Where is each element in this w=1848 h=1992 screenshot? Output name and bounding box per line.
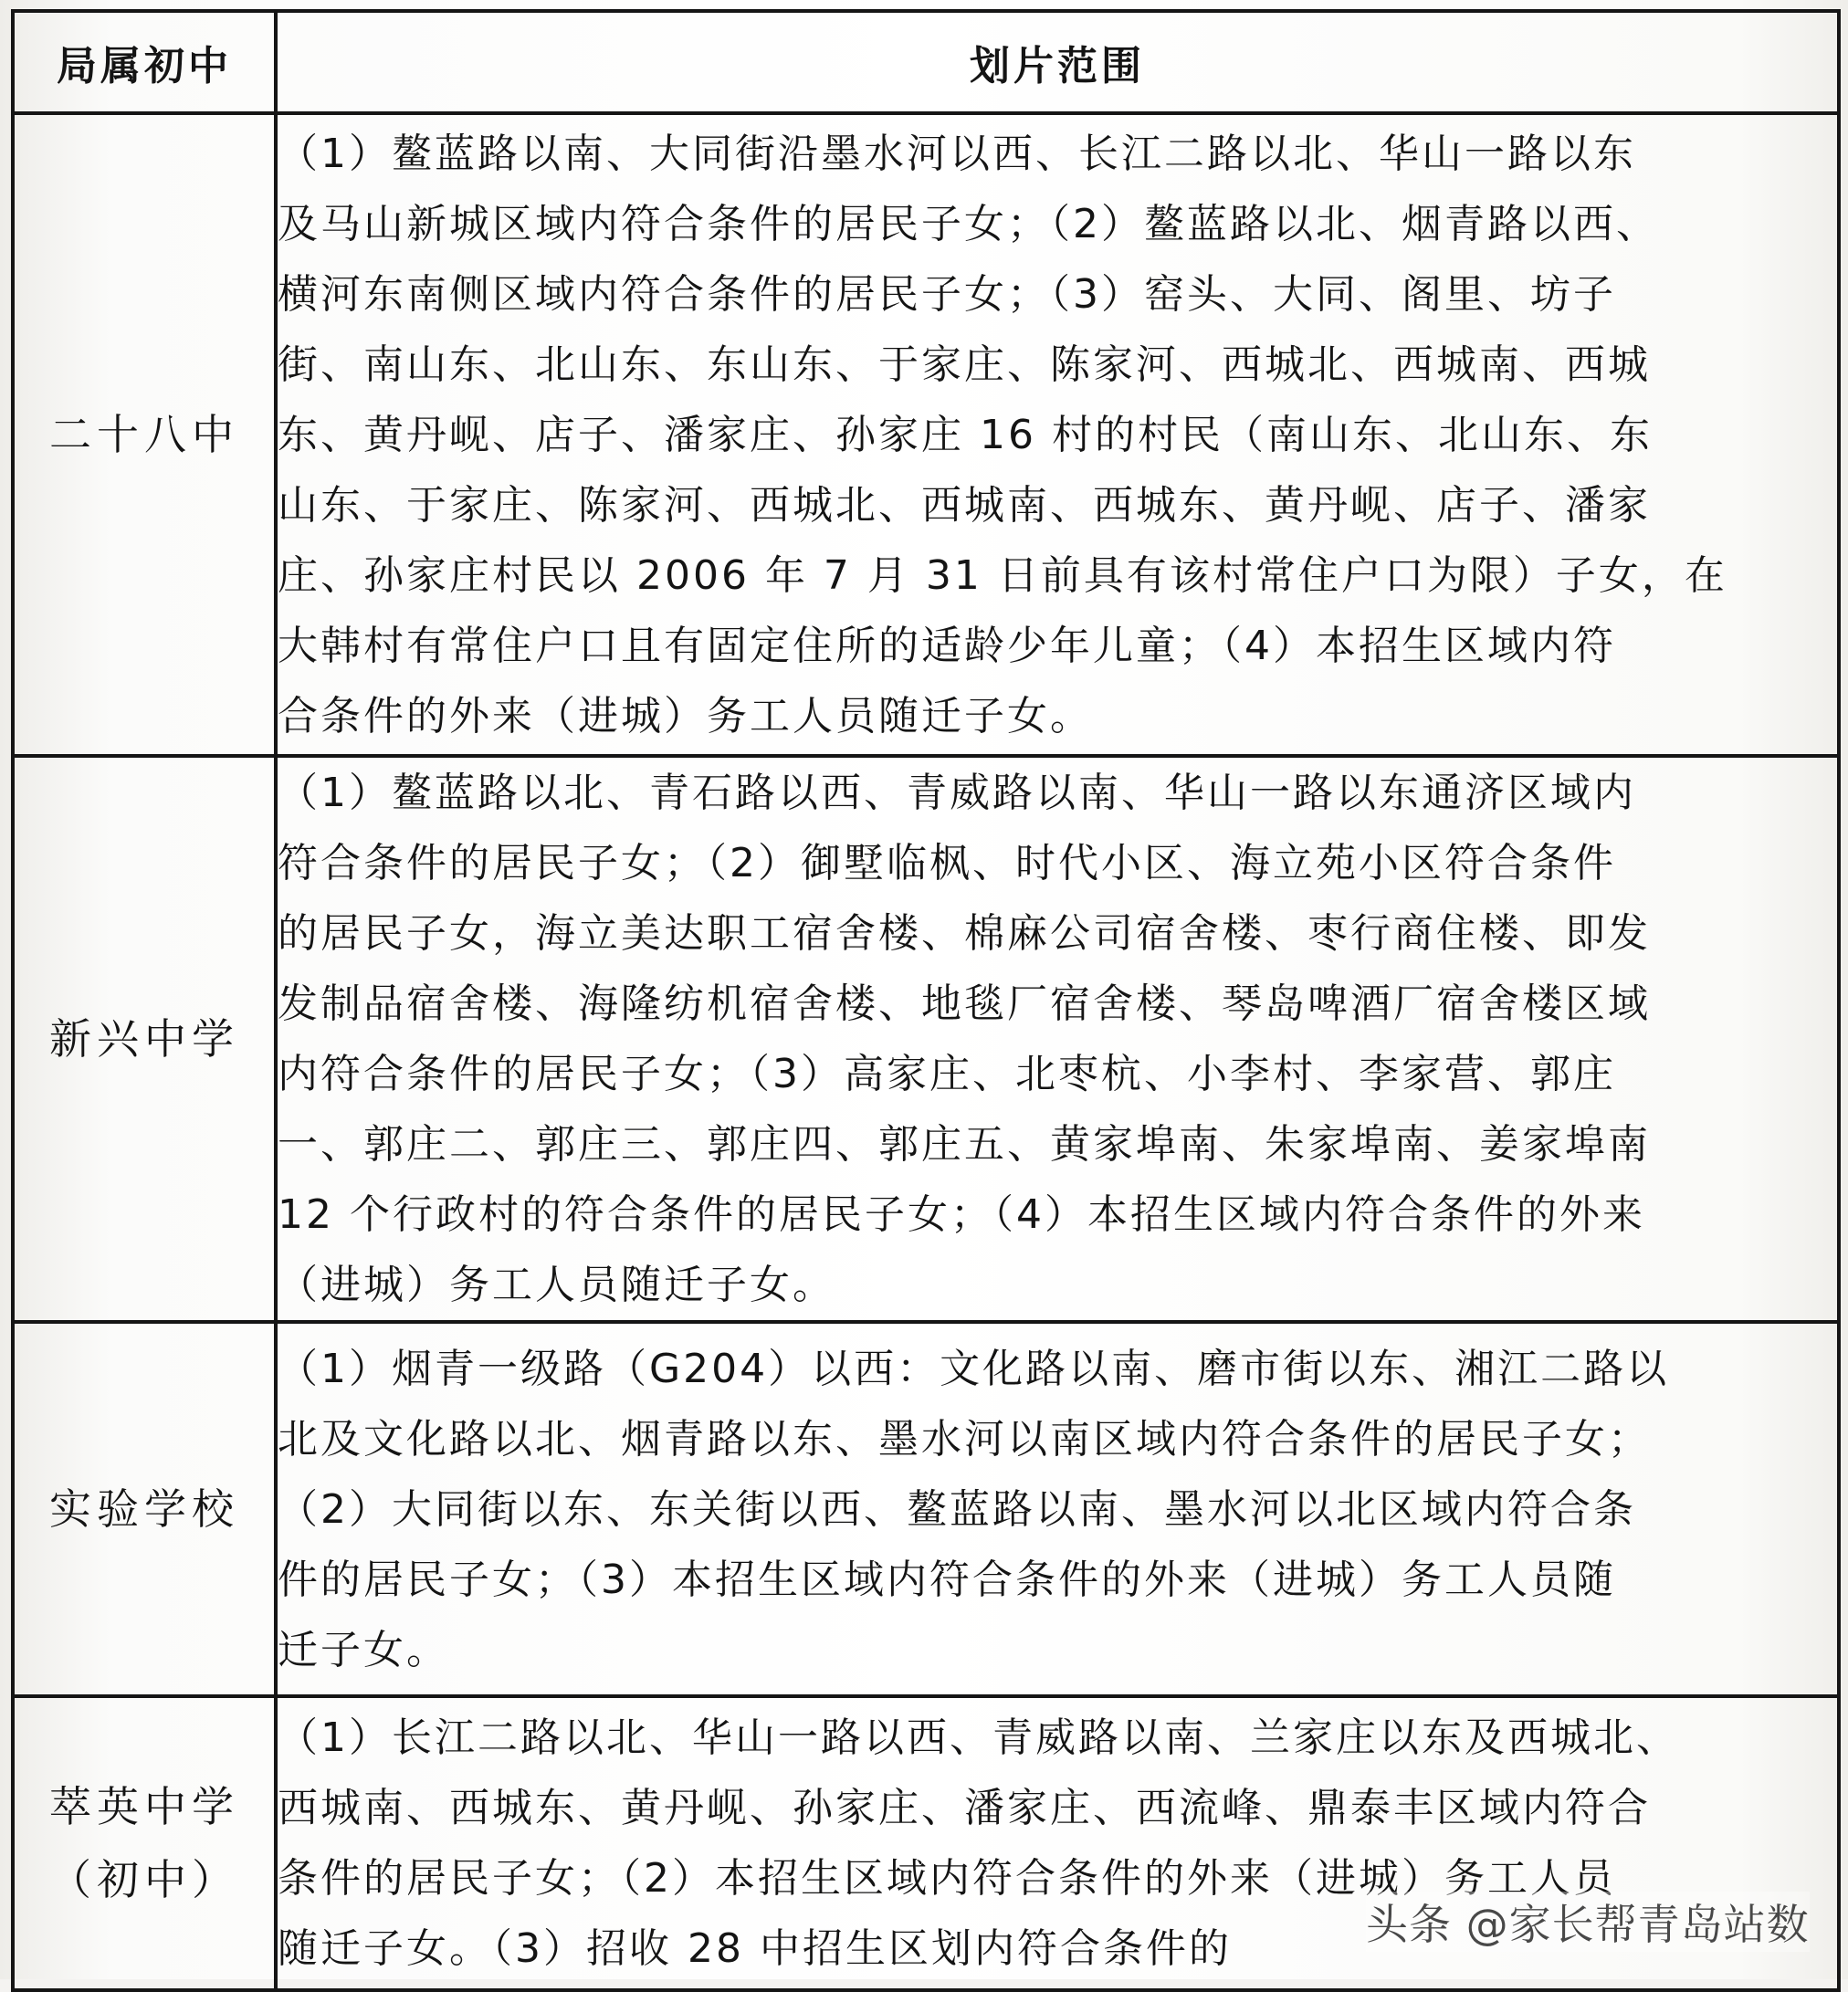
header-school: 局属初中 <box>13 11 276 113</box>
range-line: 大韩村有常住户口且有固定住所的适龄少年儿童；（4）本招生区域内符 <box>278 622 1616 669</box>
range-line: 一、郭庄二、郭庄三、郭庄四、郭庄五、黄家埠南、朱家埠南、姜家埠南 <box>278 1121 1651 1168</box>
range-line: 合条件的外来（进城）务工人员随迁子女。 <box>278 692 1093 739</box>
range-line: （进城）务工人员随迁子女。 <box>278 1262 835 1308</box>
school-name <box>13 756 276 1322</box>
zoning-range <box>276 756 1839 1322</box>
school-name-text: 二十八中 <box>49 410 239 459</box>
school-name <box>13 113 276 756</box>
school-name-text: 萃英中学 <box>49 1782 239 1831</box>
range-line: 山东、于家庄、陈家河、西城北、西城南、西城东、黄丹岘、店子、潘家 <box>278 481 1651 529</box>
range-line: 符合条件的居民子女；（2）御墅临枫、时代小区、海立苑小区符合条件 <box>278 840 1616 886</box>
range-line: 迁子女。 <box>278 1626 449 1673</box>
table-row <box>13 1696 1839 1990</box>
range-line: 的居民子女，海立美达职工宿舍楼、棉麻公司宿舍楼、枣行商住楼、即发 <box>278 910 1651 957</box>
zoning-range <box>276 1322 1839 1696</box>
range-line: 随迁子女。（3）招收 28 中招生区划内符合条件的 <box>278 1925 1232 1972</box>
school-name <box>13 1696 276 1990</box>
watermark: 头条 @家长帮青岛站数 <box>1366 1892 1810 1952</box>
range-line: 及马山新城区域内符合条件的居民子女；（2）鳌蓝路以北、烟青路以西、 <box>278 200 1659 247</box>
zoning-range <box>276 113 1839 756</box>
range-line: 街、南山东、北山东、东山东、于家庄、陈家河、西城北、西城南、西城 <box>278 341 1651 388</box>
table-row <box>13 1322 1839 1696</box>
range-line: （2）大同街以东、东关街以西、鳌蓝路以南、墨水河以北区域内符合条 <box>278 1485 1636 1533</box>
range-line: （1）烟青一级路（G204）以西：文化路以南、磨市街以东、湘江二路以 <box>278 1345 1670 1392</box>
range-line: 条件的居民子女；（2）本招生区域内符合条件的外来（进城）务工人员 <box>278 1855 1616 1902</box>
range-line: 西城南、西城东、黄丹岘、孙家庄、潘家庄、西流峰、鼎泰丰区域内符合 <box>278 1785 1651 1831</box>
range-line: 发制品宿舍楼、海隆纺机宿舍楼、地毯厂宿舍楼、琴岛啤酒厂宿舍楼区域 <box>278 980 1651 1027</box>
school-name-subtext: （初中） <box>49 1855 239 1904</box>
range-line: 横河东南侧区域内符合条件的居民子女；（3）窑头、大同、阁里、坊子 <box>278 270 1616 318</box>
range-line: （1）鳌蓝路以南、大同街沿墨水河以西、长江二路以北、华山一路以东 <box>278 130 1636 177</box>
range-line: 内符合条件的居民子女；（3）高家庄、北枣杭、小李村、李家营、郭庄 <box>278 1051 1616 1097</box>
table-row <box>13 113 1839 756</box>
table-header-row <box>13 11 1839 113</box>
range-line: 东、黄丹岘、店子、潘家庄、孙家庄 16 村的村民（南山东、北山东、东 <box>278 411 1653 458</box>
range-line: 12 个行政村的符合条件的居民子女；（4）本招生区域内符合条件的外来 <box>278 1191 1645 1238</box>
school-zoning-table <box>11 9 1841 1992</box>
range-line: （1）长江二路以北、华山一路以西、青威路以南、兰家庄以东及西城北、 <box>278 1714 1679 1761</box>
school-name-text: 新兴中学 <box>49 1014 239 1064</box>
zoning-range <box>276 1696 1839 1990</box>
range-line: 件的居民子女；（3）本招生区域内符合条件的外来（进城）务工人员随 <box>278 1556 1616 1603</box>
range-line: （1）鳌蓝路以北、青石路以西、青威路以南、华山一路以东通济区域内 <box>278 770 1636 816</box>
school-name <box>13 1322 276 1696</box>
school-name-text: 实验学校 <box>49 1484 239 1534</box>
header-range: 划片范围 <box>276 11 1839 113</box>
table-row <box>13 756 1839 1322</box>
range-line: 北及文化路以北、烟青路以东、墨水河以南区域内符合条件的居民子女； <box>278 1415 1651 1463</box>
range-line: 庄、孙家庄村民以 2006 年 7 月 31 日前具有该村常住户口为限）子女，在 <box>278 551 1727 599</box>
